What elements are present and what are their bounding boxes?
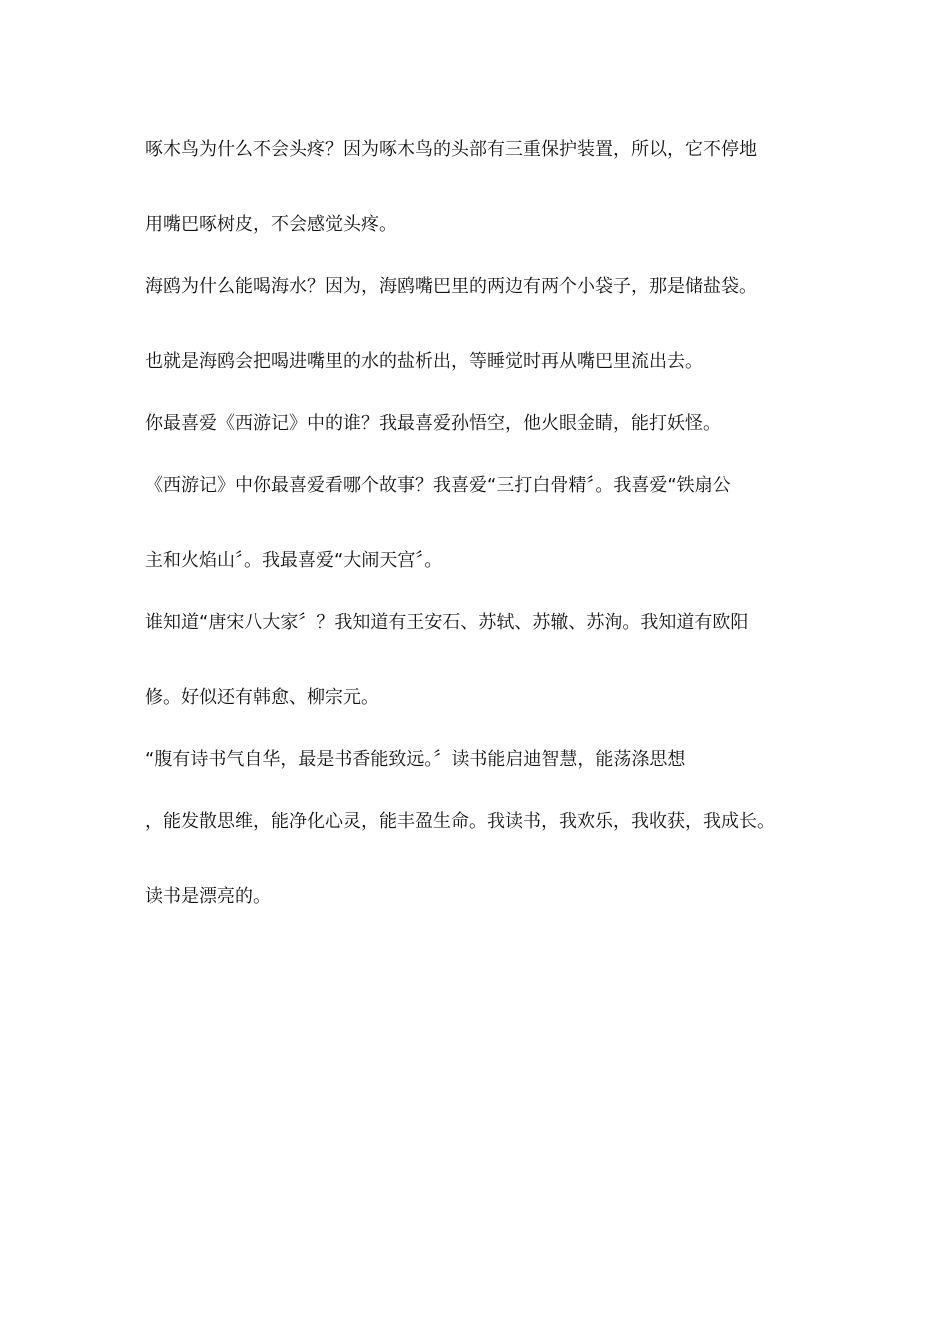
text-line-1: 啄木鸟为什么不会头疼？因为啄木鸟的头部有三重保护装置，所以，它不停地 <box>145 139 757 160</box>
text-line-9: 修。好似还有韩愈、柳宗元。 <box>145 687 379 708</box>
text-line-11: ，能发散思维，能净化心灵，能丰盈生命。我读书，我欢乐，我收获，我成长。 <box>145 811 775 832</box>
text-line-4: 也就是海鸥会把喝进嘴里的水的盐析出，等睡觉时再从嘴巴里流出去。 <box>145 351 703 372</box>
text-line-8: 谁知道“唐宋八大家〞？我知道有王安石、苏轼、苏辙、苏洵。我知道有欧阳 <box>145 612 749 633</box>
text-line-6: 《西游记》中你最喜爱看哪个故事？我喜爱“三打白骨精〞。我喜爱“铁扇公 <box>145 475 731 496</box>
text-line-7: 主和火焰山〞。我最喜爱“大闹天宫〞。 <box>145 550 443 571</box>
text-line-5: 你最喜爱《西游记》中的谁？我最喜爱孙悟空，他火眼金睛，能打妖怪。 <box>145 413 721 434</box>
text-line-10: “腹有诗书气自华，最是书香能致远。〞读书能启迪智慧，能荡涤思想 <box>145 749 686 770</box>
text-line-12: 读书是漂亮的。 <box>145 886 271 907</box>
text-line-3: 海鸥为什么能喝海水？因为，海鸥嘴巴里的两边有两个小袋子，那是储盐袋。 <box>145 276 757 297</box>
text-line-2: 用嘴巴啄树皮，不会感觉头疼。 <box>145 214 397 235</box>
